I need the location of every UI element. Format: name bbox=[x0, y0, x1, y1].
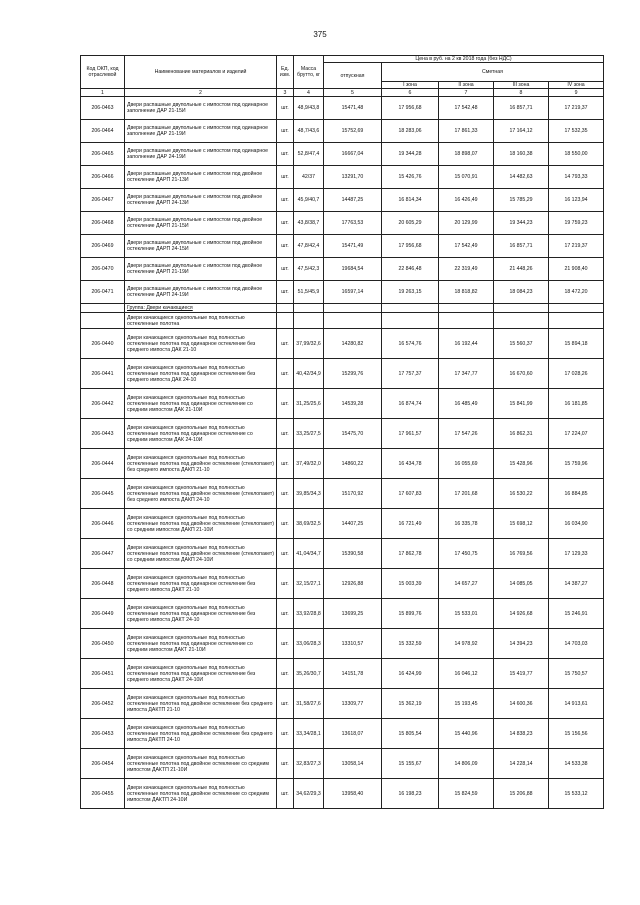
header-zone1: I зона bbox=[382, 82, 439, 89]
item-name: Двери качающиеся однопольные под полностью остекленные полотна под двойное остекление без среднего импоста ДАКТП 24-10 bbox=[125, 719, 277, 749]
price-zone3: 19 344,23 bbox=[494, 212, 549, 235]
item-name: Двери качающиеся однопольные под полностью остекленные полотна под одинарное остекление без среднего импоста ДАК 24-10 bbox=[125, 359, 277, 389]
price-zone2: 15 440,96 bbox=[439, 719, 494, 749]
item-name: Двери качающиеся однопольные под полностью остекленные полотна под одинарное остекление со средним импостом ДАКТ 21-10И bbox=[125, 629, 277, 659]
price-otpusk: 13058,14 bbox=[324, 749, 382, 779]
table-row bbox=[81, 689, 604, 719]
item-mass: 47,8/42,4 bbox=[294, 235, 324, 258]
price-zone3: 14 838,23 bbox=[494, 719, 549, 749]
price-zone4: 16 034,90 bbox=[549, 509, 604, 539]
group-label: Группа: Двери качающиеся bbox=[125, 304, 277, 313]
table-row bbox=[81, 449, 604, 479]
price-zone1: 16 424,99 bbox=[382, 659, 439, 689]
price-otpusk: 13618,07 bbox=[324, 719, 382, 749]
price-zone1: 18 283,06 bbox=[382, 120, 439, 143]
column-number: 7 bbox=[439, 89, 494, 97]
price-zone4: 18 472,20 bbox=[549, 281, 604, 304]
item-unit: шт. bbox=[277, 235, 294, 258]
price-zone2: 16 192,44 bbox=[439, 329, 494, 359]
price-zone2: 22 319,49 bbox=[439, 258, 494, 281]
price-zone2: 17 861,33 bbox=[439, 120, 494, 143]
item-name: Двери распашные двупольные с импостом под двойное остекление ДАРП 21-15И bbox=[125, 212, 277, 235]
item-unit: шт. bbox=[277, 281, 294, 304]
price-zone2: 17 450,75 bbox=[439, 539, 494, 569]
price-zone2: 18 818,82 bbox=[439, 281, 494, 304]
item-code: 206-0444 bbox=[81, 449, 125, 479]
price-zone3: 16 530,22 bbox=[494, 479, 549, 509]
item-code: 206-0448 bbox=[81, 569, 125, 599]
table-row bbox=[81, 359, 604, 389]
price-zone1: 15 805,54 bbox=[382, 719, 439, 749]
price-zone2: 17 201,68 bbox=[439, 479, 494, 509]
price-zone4: 16 123,94 bbox=[549, 189, 604, 212]
price-zone3: 14 926,68 bbox=[494, 599, 549, 629]
item-name: Двери качающиеся однопольные под полностью остекленные полотна под двойное остекление (стеклопакет) со средним импостом ДАКП 21-10И bbox=[125, 509, 277, 539]
price-zone1: 15 426,76 bbox=[382, 166, 439, 189]
price-zone1: 19 263,15 bbox=[382, 281, 439, 304]
item-mass: 33,92/28,8 bbox=[294, 599, 324, 629]
item-name: Двери качающиеся однопольные под полностью остекленные полотна под двойное остекление без среднего импоста ДАКТП 21-10 bbox=[125, 689, 277, 719]
price-zone1: 15 003,39 bbox=[382, 569, 439, 599]
item-code: 206-0440 bbox=[81, 329, 125, 359]
price-zone2: 15 824,59 bbox=[439, 779, 494, 809]
table-row bbox=[81, 329, 604, 359]
item-name: Двери распашные двупольные с импостом под двойное остекление ДАРП 24-19И bbox=[125, 281, 277, 304]
item-unit: шт. bbox=[277, 359, 294, 389]
price-otpusk: 16597,14 bbox=[324, 281, 382, 304]
item-unit: шт. bbox=[277, 629, 294, 659]
price-zone4: 14 533,38 bbox=[549, 749, 604, 779]
price-zone4: 14 703,03 bbox=[549, 629, 604, 659]
item-unit: шт. bbox=[277, 143, 294, 166]
item-unit: шт. bbox=[277, 659, 294, 689]
item-code: 206-0469 bbox=[81, 235, 125, 258]
price-zone2: 14 978,92 bbox=[439, 629, 494, 659]
header-code: Код ОКП, код отраслевой bbox=[81, 56, 125, 89]
price-otpusk: 13291,70 bbox=[324, 166, 382, 189]
item-code: 206-0449 bbox=[81, 599, 125, 629]
item-name: Двери качающиеся однопольные под полностью остекленные полотна под двойное остекление (стеклопакет) со средним импостом ДАКП 24-10И bbox=[125, 539, 277, 569]
price-zone1: 16 434,78 bbox=[382, 449, 439, 479]
column-number: 2 bbox=[125, 89, 277, 97]
price-zone1: 17 757,37 bbox=[382, 359, 439, 389]
price-zone2: 16 485,49 bbox=[439, 389, 494, 419]
item-unit: шт. bbox=[277, 689, 294, 719]
item-mass: 39,85/34,3 bbox=[294, 479, 324, 509]
price-zone2: 18 898,07 bbox=[439, 143, 494, 166]
item-name: Двери качающиеся однопольные под полностью остекленные полотна под двойное остекление со средним импостом ДАКТП 21-10И bbox=[125, 749, 277, 779]
table-row bbox=[81, 258, 604, 281]
header-zone2: II зона bbox=[439, 82, 494, 89]
price-zone1: 17 956,68 bbox=[382, 235, 439, 258]
table-row bbox=[81, 509, 604, 539]
item-code: 206-0453 bbox=[81, 719, 125, 749]
item-unit: шт. bbox=[277, 569, 294, 599]
item-mass: 33,25/27,5 bbox=[294, 419, 324, 449]
item-mass: 45,9/40,7 bbox=[294, 189, 324, 212]
price-zone3: 18 160,38 bbox=[494, 143, 549, 166]
price-zone4: 16 181,85 bbox=[549, 389, 604, 419]
column-number: 1 bbox=[81, 89, 125, 97]
table-row bbox=[81, 569, 604, 599]
price-zone3: 14 482,63 bbox=[494, 166, 549, 189]
table-row bbox=[81, 235, 604, 258]
item-mass: 48,9/43,8 bbox=[294, 97, 324, 120]
price-zone3: 16 769,56 bbox=[494, 539, 549, 569]
item-mass: 33,06/28,3 bbox=[294, 629, 324, 659]
column-number-row bbox=[81, 89, 604, 97]
header-zone3: III зона bbox=[494, 82, 549, 89]
header-unit: Ед. изм. bbox=[277, 56, 294, 89]
price-zone2: 14 657,27 bbox=[439, 569, 494, 599]
price-otpusk: 12926,88 bbox=[324, 569, 382, 599]
price-zone1: 16 874,74 bbox=[382, 389, 439, 419]
table-row bbox=[81, 120, 604, 143]
price-zone1: 15 899,76 bbox=[382, 599, 439, 629]
item-mass: 52,8/47,4 bbox=[294, 143, 324, 166]
price-zone2: 15 533,01 bbox=[439, 599, 494, 629]
price-zone2: 14 806,09 bbox=[439, 749, 494, 779]
item-mass: 41,04/34,7 bbox=[294, 539, 324, 569]
table-row bbox=[81, 389, 604, 419]
price-zone3: 15 841,99 bbox=[494, 389, 549, 419]
item-mass: 51,5/45,9 bbox=[294, 281, 324, 304]
price-zone2: 16 426,49 bbox=[439, 189, 494, 212]
item-mass: 37,99/32,6 bbox=[294, 329, 324, 359]
header-row-1 bbox=[81, 56, 604, 63]
item-code: 206-0441 bbox=[81, 359, 125, 389]
item-name: Двери распашные двупольные с импостом под двойное остекление ДАРП 24-13И bbox=[125, 189, 277, 212]
price-zone1: 16 574,76 bbox=[382, 329, 439, 359]
table-row bbox=[81, 419, 604, 449]
table-row bbox=[81, 779, 604, 809]
price-zone3: 15 419,77 bbox=[494, 659, 549, 689]
header-price: Цена в руб. на 2 кв 2018 года (без НДС) bbox=[324, 56, 604, 63]
header-mass: Масса брутто, кг bbox=[294, 56, 324, 89]
item-name: Двери качающиеся однопольные под полностью остекленные полотна под двойное остекление со средним импостом ДАКТП 24-10И bbox=[125, 779, 277, 809]
price-zone4: 21 908,40 bbox=[549, 258, 604, 281]
item-code: 206-0443 bbox=[81, 419, 125, 449]
price-otpusk: 16667,04 bbox=[324, 143, 382, 166]
price-zone3: 18 084,23 bbox=[494, 281, 549, 304]
item-mass: 43,8/38,7 bbox=[294, 212, 324, 235]
price-zone4: 14 913,61 bbox=[549, 689, 604, 719]
item-mass: 34,62/29,3 bbox=[294, 779, 324, 809]
price-otpusk: 14151,78 bbox=[324, 659, 382, 689]
item-code: 206-0447 bbox=[81, 539, 125, 569]
price-otpusk: 13699,25 bbox=[324, 599, 382, 629]
price-zone4: 17 224,07 bbox=[549, 419, 604, 449]
item-mass: 31,25/25,6 bbox=[294, 389, 324, 419]
item-code: 206-0471 bbox=[81, 281, 125, 304]
price-otpusk: 13310,57 bbox=[324, 629, 382, 659]
item-code: 206-0442 bbox=[81, 389, 125, 419]
item-code: 206-0455 bbox=[81, 779, 125, 809]
price-zone3: 16 857,71 bbox=[494, 235, 549, 258]
header-smetnaya: Сметная bbox=[382, 63, 604, 82]
item-unit: шт. bbox=[277, 166, 294, 189]
price-zone3: 14 228,14 bbox=[494, 749, 549, 779]
column-number: 3 bbox=[277, 89, 294, 97]
item-name: Двери распашные двупольные с импостом под одинарное заполнение ДАР 21-19И bbox=[125, 120, 277, 143]
price-zone3: 15 785,29 bbox=[494, 189, 549, 212]
price-otpusk: 14539,28 bbox=[324, 389, 382, 419]
item-unit: шт. bbox=[277, 479, 294, 509]
column-number: 4 bbox=[294, 89, 324, 97]
price-zone4: 15 156,56 bbox=[549, 719, 604, 749]
price-zone3: 17 164,12 bbox=[494, 120, 549, 143]
price-otpusk: 15390,58 bbox=[324, 539, 382, 569]
price-zone1: 16 814,34 bbox=[382, 189, 439, 212]
item-name: Двери распашные двупольные с импостом под двойное остекление ДАРП 24-15И bbox=[125, 235, 277, 258]
price-zone1: 17 862,78 bbox=[382, 539, 439, 569]
item-code: 206-0454 bbox=[81, 749, 125, 779]
price-otpusk: 14860,22 bbox=[324, 449, 382, 479]
table-row bbox=[81, 143, 604, 166]
item-mass: 48,7/43,6 bbox=[294, 120, 324, 143]
price-zone1: 16 198,23 bbox=[382, 779, 439, 809]
item-mass: 32,83/27,3 bbox=[294, 749, 324, 779]
item-name: Двери распашные двупольные с импостом под одинарное заполнение ДАР 24-19И bbox=[125, 143, 277, 166]
item-mass: 38,69/32,5 bbox=[294, 509, 324, 539]
price-zone2: 17 347,77 bbox=[439, 359, 494, 389]
item-mass: 37,49/32,0 bbox=[294, 449, 324, 479]
price-zone4: 15 246,91 bbox=[549, 599, 604, 629]
table-row bbox=[81, 479, 604, 509]
item-unit: шт. bbox=[277, 212, 294, 235]
item-unit: шт. bbox=[277, 189, 294, 212]
price-zone3: 14 394,23 bbox=[494, 629, 549, 659]
item-unit: шт. bbox=[277, 539, 294, 569]
price-otpusk: 14280,82 bbox=[324, 329, 382, 359]
price-zone2: 15 193,45 bbox=[439, 689, 494, 719]
item-mass: 35,26/30,7 bbox=[294, 659, 324, 689]
item-unit: шт. bbox=[277, 389, 294, 419]
table-row bbox=[81, 749, 604, 779]
header-name: Наименование материалов и изделий bbox=[125, 56, 277, 89]
page-number: 375 bbox=[313, 30, 327, 39]
price-otpusk: 15170,92 bbox=[324, 479, 382, 509]
table-row bbox=[81, 166, 604, 189]
item-code: 206-0468 bbox=[81, 212, 125, 235]
item-mass: 33,34/28,1 bbox=[294, 719, 324, 749]
item-name: Двери распашные двупольные с импостом под двойное остекление ДАРП 21-13И bbox=[125, 166, 277, 189]
price-zone4: 17 219,37 bbox=[549, 235, 604, 258]
price-zone4: 15 759,96 bbox=[549, 449, 604, 479]
price-zone3: 16 670,60 bbox=[494, 359, 549, 389]
price-otpusk: 15471,48 bbox=[324, 97, 382, 120]
item-name: Двери распашные двупольные с импостом под двойное остекление ДАРП 21-19И bbox=[125, 258, 277, 281]
table-row bbox=[81, 539, 604, 569]
item-code: 206-0465 bbox=[81, 143, 125, 166]
price-zone1: 17 961,57 bbox=[382, 419, 439, 449]
price-zone3: 14 600,36 bbox=[494, 689, 549, 719]
item-mass: 42/37 bbox=[294, 166, 324, 189]
price-zone4: 17 219,37 bbox=[549, 97, 604, 120]
price-zone2: 15 070,91 bbox=[439, 166, 494, 189]
column-number: 5 bbox=[324, 89, 382, 97]
price-zone4: 18 550,00 bbox=[549, 143, 604, 166]
price-zone4: 15 533,12 bbox=[549, 779, 604, 809]
item-unit: шт. bbox=[277, 509, 294, 539]
price-otpusk: 17763,53 bbox=[324, 212, 382, 235]
price-zone1: 17 607,83 bbox=[382, 479, 439, 509]
price-zone4: 17 028,26 bbox=[549, 359, 604, 389]
price-zone4: 14 387,27 bbox=[549, 569, 604, 599]
header-otpusk: отпускная bbox=[324, 63, 382, 89]
price-zone3: 16 857,71 bbox=[494, 97, 549, 120]
group-row bbox=[81, 304, 604, 313]
price-table bbox=[80, 55, 604, 809]
price-zone4: 16 884,85 bbox=[549, 479, 604, 509]
item-name: Двери качающиеся однопольные под полностью остекленные полотна под одинарное остекление со средним импостом ДАК 21-10И bbox=[125, 389, 277, 419]
price-zone1: 19 344,28 bbox=[382, 143, 439, 166]
item-code: 206-0450 bbox=[81, 629, 125, 659]
price-zone2: 20 129,99 bbox=[439, 212, 494, 235]
item-unit: шт. bbox=[277, 419, 294, 449]
subgroup-row bbox=[81, 313, 604, 329]
item-mass: 31,58/27,6 bbox=[294, 689, 324, 719]
price-zone2: 16 335,78 bbox=[439, 509, 494, 539]
item-unit: шт. bbox=[277, 779, 294, 809]
item-code: 206-0470 bbox=[81, 258, 125, 281]
price-zone3: 21 448,26 bbox=[494, 258, 549, 281]
table-row bbox=[81, 599, 604, 629]
price-zone4: 17 129,33 bbox=[549, 539, 604, 569]
item-name: Двери распашные двупольные с импостом под одинарное заполнение ДАР 21-15И bbox=[125, 97, 277, 120]
table-row bbox=[81, 659, 604, 689]
price-zone2: 16 055,69 bbox=[439, 449, 494, 479]
price-zone4: 15 750,57 bbox=[549, 659, 604, 689]
table-row bbox=[81, 719, 604, 749]
item-code: 206-0463 bbox=[81, 97, 125, 120]
item-unit: шт. bbox=[277, 449, 294, 479]
column-number: 8 bbox=[494, 89, 549, 97]
item-name: Двери качающиеся однопольные под полностью остекленные полотна под одинарное остекление без среднего импоста ДАКТ 21-10 bbox=[125, 569, 277, 599]
item-code: 206-0451 bbox=[81, 659, 125, 689]
header-zone4: IV зона bbox=[549, 82, 604, 89]
column-number: 9 bbox=[549, 89, 604, 97]
item-unit: шт. bbox=[277, 97, 294, 120]
item-code: 206-0452 bbox=[81, 689, 125, 719]
price-zone4: 19 759,23 bbox=[549, 212, 604, 235]
price-zone4: 14 793,33 bbox=[549, 166, 604, 189]
item-code: 206-0445 bbox=[81, 479, 125, 509]
table-row bbox=[81, 281, 604, 304]
item-unit: шт. bbox=[277, 719, 294, 749]
price-zone2: 17 542,48 bbox=[439, 97, 494, 120]
price-zone1: 15 332,59 bbox=[382, 629, 439, 659]
item-unit: шт. bbox=[277, 749, 294, 779]
price-zone1: 15 155,67 bbox=[382, 749, 439, 779]
price-zone3: 16 862,31 bbox=[494, 419, 549, 449]
item-name: Двери качающиеся однопольные под полностью остекленные полотна под одинарное остекление без среднего импоста ДАКТ 24-10И bbox=[125, 659, 277, 689]
price-otpusk: 13309,77 bbox=[324, 689, 382, 719]
price-zone4: 15 894,18 bbox=[549, 329, 604, 359]
item-name: Двери качающиеся однопольные под полностью остекленные полотна под двойное остекление (стеклопакет) без среднего импоста ДАКП 21-10 bbox=[125, 449, 277, 479]
price-zone4: 17 532,35 bbox=[549, 120, 604, 143]
price-zone2: 17 542,49 bbox=[439, 235, 494, 258]
price-otpusk: 15475,70 bbox=[324, 419, 382, 449]
item-name: Двери качающиеся однопольные под полностью остекленные полотна под двойное остекление (стеклопакет) без среднего импоста ДАКП 24-10 bbox=[125, 479, 277, 509]
subgroup-label: Двери качающиеся однопольные под полностью остекленные полотна bbox=[125, 313, 277, 329]
item-name: Двери качающиеся однопольные под полностью остекленные полотна под одинарное остекление без среднего импоста ДАКТ 24-10 bbox=[125, 599, 277, 629]
price-zone1: 20 605,29 bbox=[382, 212, 439, 235]
table-row bbox=[81, 189, 604, 212]
price-zone1: 22 846,48 bbox=[382, 258, 439, 281]
price-otpusk: 19684,54 bbox=[324, 258, 382, 281]
price-zone3: 14 085,05 bbox=[494, 569, 549, 599]
price-otpusk: 15471,49 bbox=[324, 235, 382, 258]
item-code: 206-0446 bbox=[81, 509, 125, 539]
price-otpusk: 13958,40 bbox=[324, 779, 382, 809]
table-row bbox=[81, 97, 604, 120]
price-zone3: 15 206,88 bbox=[494, 779, 549, 809]
item-mass: 47,5/42,3 bbox=[294, 258, 324, 281]
price-zone3: 15 428,96 bbox=[494, 449, 549, 479]
item-code: 206-0467 bbox=[81, 189, 125, 212]
price-zone2: 16 046,12 bbox=[439, 659, 494, 689]
table-row bbox=[81, 212, 604, 235]
price-otpusk: 14407,25 bbox=[324, 509, 382, 539]
item-mass: 32,15/27,1 bbox=[294, 569, 324, 599]
item-unit: шт. bbox=[277, 258, 294, 281]
price-otpusk: 15752,69 bbox=[324, 120, 382, 143]
item-name: Двери качающиеся однопольные под полностью остекленные полотна под одинарное остекление без среднего импоста ДАК 21-10 bbox=[125, 329, 277, 359]
price-otpusk: 15299,76 bbox=[324, 359, 382, 389]
item-unit: шт. bbox=[277, 120, 294, 143]
item-code: 206-0466 bbox=[81, 166, 125, 189]
item-code: 206-0464 bbox=[81, 120, 125, 143]
price-zone1: 17 956,68 bbox=[382, 97, 439, 120]
price-zone1: 16 721,49 bbox=[382, 509, 439, 539]
table-row bbox=[81, 629, 604, 659]
item-mass: 40,42/34,9 bbox=[294, 359, 324, 389]
item-unit: шт. bbox=[277, 329, 294, 359]
item-name: Двери качающиеся однопольные под полностью остекленные полотна под одинарное остекление со средним импостом ДАК 24-10И bbox=[125, 419, 277, 449]
price-zone2: 17 547,26 bbox=[439, 419, 494, 449]
item-unit: шт. bbox=[277, 599, 294, 629]
column-number: 6 bbox=[382, 89, 439, 97]
price-zone3: 15 560,37 bbox=[494, 329, 549, 359]
price-otpusk: 14487,25 bbox=[324, 189, 382, 212]
price-zone3: 15 698,12 bbox=[494, 509, 549, 539]
price-zone1: 15 362,19 bbox=[382, 689, 439, 719]
